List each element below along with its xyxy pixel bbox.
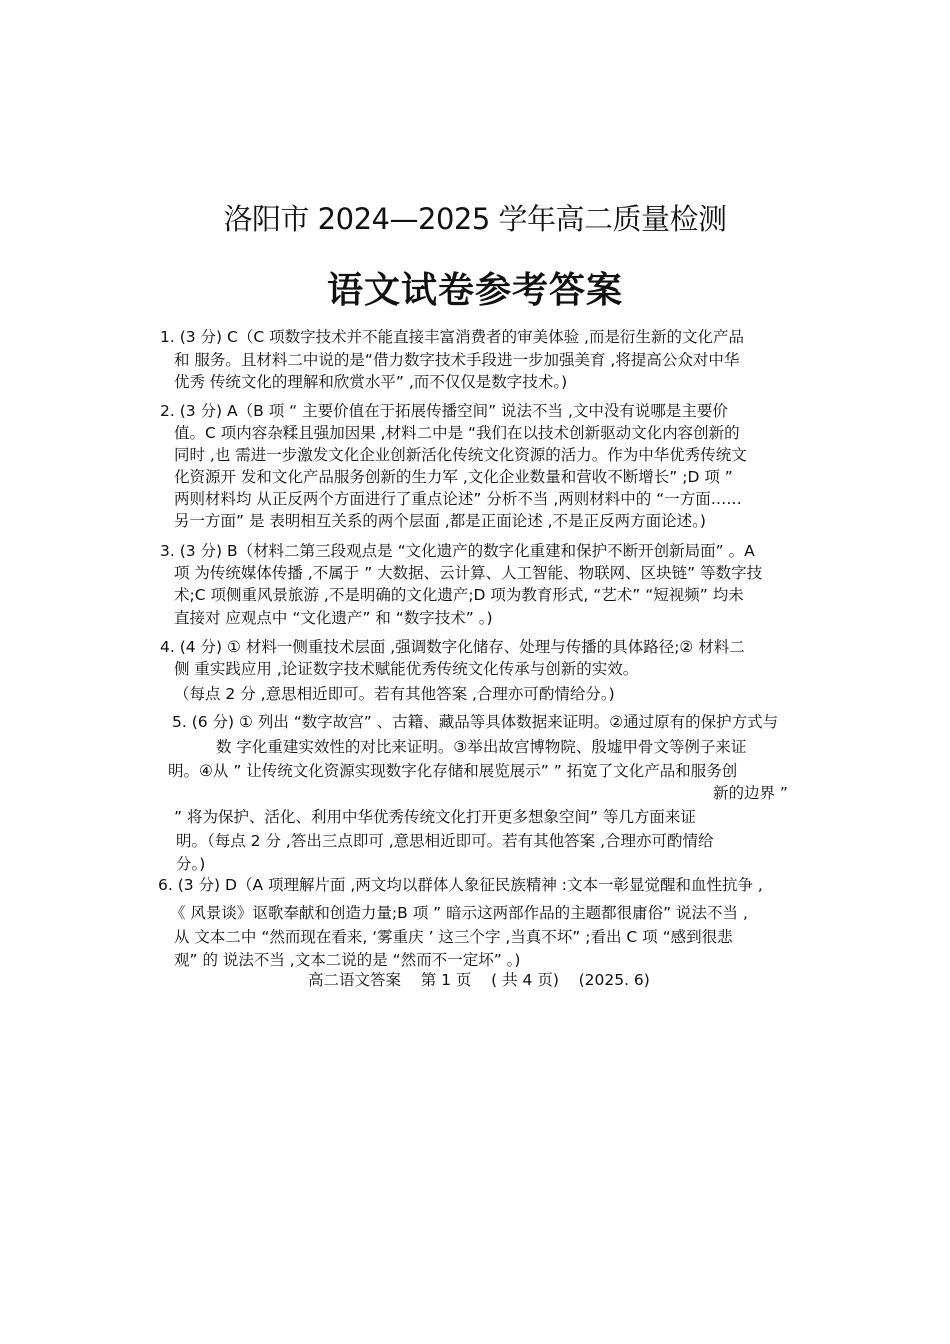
answer-line: 项 为传统媒体传播 ,不属于 ” 大数据、云计算、人工智能、物联网、区块链” 等数字技 — [174, 564, 763, 582]
answer-line: 5. (6 分) ① 列出 “数字故宫” 、古籍、藏品等具体数据来证明。②通过原有的保护方式与 — [172, 713, 779, 731]
answer-line: （每点 2 分 ,意思相近即可。若有其他答案 ,合理亦可酌情给分。) — [174, 685, 615, 703]
answer-line: 化资源开 发和文化产品服务创新的生力军 ,文化企业数量和营收不断增长” ;D 项 ” — [174, 468, 733, 486]
answer-line: 优秀 传统文化的理解和欣赏水平” ,而不仅仅是数字技术。) — [174, 373, 568, 391]
answer-line: 明。（每点 2 分 ,答出三点即可 ,意思相近即可。若有其他答案 ,合理亦可酌情给 — [176, 832, 714, 850]
answer-line: 另一方面” 是 表明相互关系的两个层面 ,都是正面论述 ,不是正反两方面论述。) — [174, 512, 706, 530]
answer-line: 侧 重实践应用 ,论证数字技术赋能优秀传统文化传承与创新的实效。 — [174, 660, 639, 678]
answer-line: ” 将为保护、活化、利用中华优秀传统文化打开更多想象空间” 等几方面来证 — [174, 808, 696, 826]
answer-line: 术;C 项侧重风景旅游 ,不是明确的文化遗产;D 项为教育形式, “艺术” “短视频” 均未 — [174, 586, 744, 604]
page-title: 洛阳市 2024—2025 学年高二质量检测 — [223, 202, 727, 236]
answer-line: 1. (3 分) C（C 项数字技术并不能直接丰富消费者的审美体验 ,而是衍生新的文化产品 — [160, 328, 744, 346]
answer-line: 值。C 项内容杂糅且强加因果 ,材料二中是 “我们在以技术创新驱动文化内容创新的 — [174, 424, 740, 442]
answer-line: 两则材料均 从正反两个方面进行了重点论述” 分析不当 ,两则材料中的 “一方面…… — [174, 490, 742, 508]
answer-line: 明。④从 ” 让传统文化资源实现数字化存储和展览展示” ” 拓宽了文化产品和服务创 — [168, 762, 738, 780]
answer-line: 4. (4 分) ① 材料一侧重技术层面 ,强调数字化储存、处理与传播的具体路径;② 材料二 — [160, 638, 745, 656]
answer-line: 6. (3 分) D（A 项理解片面 ,两文均以群体人象征民族精神 :文本一彰显觉醒和血性抗争 , — [158, 876, 763, 894]
answer-line: 3. (3 分) B（材料二第三段观点是 “文化遗产的数字化重建和保护不断开创新局面” 。A — [160, 542, 755, 560]
answer-line: 《 风景谈》讴歌奉献和创造力量;B 项 ” 暗示这两部作品的主题都很庸俗” 说法不当 , — [170, 904, 748, 922]
answer-line: 新的边界 ” — [713, 784, 788, 802]
page-footer: 高二语文答案 第 1 页 ( 共 4 页) (2025. 6) — [308, 971, 650, 989]
answer-line: 数 字化重建实效性的对比来证明。③举出故宫博物院、殷墟甲骨文等例子来证 — [216, 738, 747, 756]
answer-line: 2. (3 分) A（B 项 “ 主要价值在于拓展传播空间” 说法不当 ,文中没有说哪是主要价 — [160, 402, 728, 420]
answer-line: 和 服务。且材料二中说的是“借力数字技术手段进一步加强美育 ,将提高公众对中华 — [174, 351, 740, 369]
answer-line: 直接对 应观点中 “文化遗产” 和 “数字技术” 。) — [174, 609, 493, 627]
answer-line: 分。) — [176, 855, 206, 873]
answer-line: 同时 ,也 需进一步激发文化企业创新活化传统文化资源的活力。作为中华优秀传统文 — [174, 446, 747, 464]
answer-line: 观” 的 说法不当 ,文本二说的是 “然而不一定坏” 。) — [174, 951, 521, 969]
answer-line: 从 文本二中 “然而现在看来, ‘雾重庆 ’ 这三个字 ,当真不坏” ;看出 C 项 “感到很悲 — [174, 928, 733, 946]
page-subtitle: 语文试卷参考答案 — [326, 270, 623, 311]
